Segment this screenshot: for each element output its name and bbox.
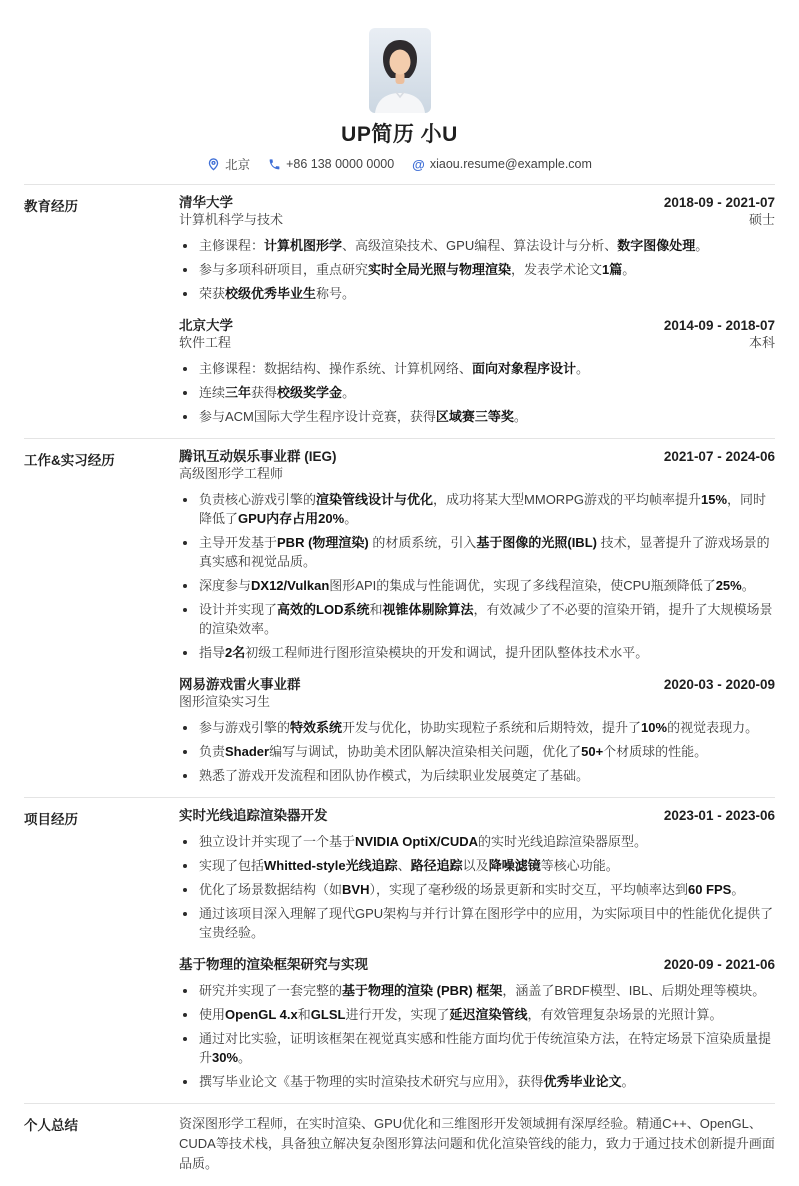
project-entry xyxy=(179,807,775,942)
bullet-item: 设计并实现了高效的LOD系统和视锥体剔除算法，有效减少了不必要的渲染开销，提升了大规模场景的渲染效率。 xyxy=(179,600,775,638)
bullet-item: 研究并实现了一套完整的基于物理的渲染 (PBR) 框架，涵盖了BRDF模型、IBL、后期处理等模块。 xyxy=(179,981,775,1000)
resume-header xyxy=(24,0,775,184)
bullet-item: 通过该项目深入理解了现代GPU架构与并行计算在图形学中的应用，为实际项目中的性能优化提供了宝贵经验。 xyxy=(179,904,775,942)
bullet-item: 使用OpenGL 4.x和GLSL进行开发，实现了延迟渲染管线，有效管理复杂场景的光照计算。 xyxy=(179,1005,775,1024)
date-range: 2020-09 - 2021-06 xyxy=(663,957,775,972)
company-name: 网易游戏雷火事业群 xyxy=(179,677,301,692)
contact-location xyxy=(207,155,250,173)
education-entry xyxy=(179,317,775,426)
bullet-item: 主修课程：计算机图形学、高级渲染技术、GPU编程、算法设计与分析、数字图像处理。 xyxy=(179,236,775,255)
major: 计算机科学与技术 xyxy=(179,212,284,227)
bullet-item: 负责Shader编写与调试，协助美术团队解决渲染相关问题，优化了50+个材质球的性能。 xyxy=(179,742,775,761)
bullet-list xyxy=(179,359,775,426)
contact-row xyxy=(24,155,775,184)
date-range: 2020-03 - 2020-09 xyxy=(663,677,775,692)
bullet-list xyxy=(179,718,775,785)
section-projects xyxy=(24,797,775,1103)
bullet-item: 连续三年获得校级奖学金。 xyxy=(179,383,775,402)
section-education xyxy=(24,184,775,438)
bullet-list xyxy=(179,236,775,303)
section-title-work: 工作&实习经历 xyxy=(24,453,115,468)
bullet-item: 撰写毕业论文《基于物理的实时渲染技术研究与应用》，获得优秀毕业论文。 xyxy=(179,1072,775,1091)
date-range: 2014-09 - 2018-07 xyxy=(663,318,775,333)
bullet-item: 通过对比实验，证明该框架在视觉真实感和性能方面均优于传统渲染方法，在特定场景下渲染质量提升30%。 xyxy=(179,1029,775,1067)
work-entry xyxy=(179,448,775,662)
section-summary xyxy=(24,1103,775,1186)
bullet-item: 深度参与DX12/Vulkan图形API的集成与性能调优，实现了多线程渲染，使CPU瓶颈降低了25%。 xyxy=(179,576,775,595)
summary-text: 资深图形学工程师，在实时渲染、GPU优化和三维图形开发领域拥有深厚经验。精通C++、OpenGL、CUDA等技术栈，具备独立解决复杂图形算法问题和优化渲染管线的能力，致力于通过技术创新提升画面品质。 xyxy=(179,1116,775,1171)
bullet-item: 主导开发基于PBR (物理渲染) 的材质系统，引入基于图像的光照(IBL) 技术，显著提升了游戏场景的真实感和视觉品质。 xyxy=(179,533,775,571)
at-icon: @ xyxy=(412,156,425,172)
bullet-item: 优化了场景数据结构（如BVH），实现了毫秒级的场景更新和实时交互，平均帧率达到60 FPS。 xyxy=(179,880,775,899)
bullet-item: 参与多项科研项目，重点研究实时全局光照与物理渲染，发表学术论文1篇。 xyxy=(179,260,775,279)
bullet-item: 指导2名初级工程师进行图形渲染模块的开发和调试，提升团队整体技术水平。 xyxy=(179,643,775,662)
bullet-item: 独立设计并实现了一个基于NVIDIA OptiX/CUDA的实时光线追踪渲染器原型。 xyxy=(179,832,775,851)
degree: 硕士 xyxy=(748,212,775,227)
degree: 本科 xyxy=(748,335,775,350)
school-name: 清华大学 xyxy=(179,195,233,210)
bullet-item: 参与ACM国际大学生程序设计竞赛，获得区域赛三等奖。 xyxy=(179,407,775,426)
contact-phone xyxy=(268,157,394,171)
major: 软件工程 xyxy=(179,335,232,350)
section-work xyxy=(24,438,775,797)
bullet-item: 参与游戏引擎的特效系统开发与优化，协助实现粒子系统和后期特效，提升了10%的视觉表现力。 xyxy=(179,718,775,737)
bullet-list xyxy=(179,981,775,1091)
email-text: xiaou.resume@example.com xyxy=(429,157,592,171)
profile-photo-image xyxy=(369,28,431,113)
candidate-name: UP简历 小U xyxy=(341,123,458,146)
project-name: 实时光线追踪渲染器开发 xyxy=(179,808,328,823)
bullet-list xyxy=(179,490,775,662)
section-title-summary: 个人总结 xyxy=(24,1118,78,1133)
date-range: 2021-07 - 2024-06 xyxy=(663,449,775,464)
job-title: 高级图形学工程师 xyxy=(179,466,284,481)
project-name: 基于物理的渲染框架研究与实现 xyxy=(179,957,368,972)
date-range: 2023-01 - 2023-06 xyxy=(663,808,775,823)
company-name: 腾讯互动娱乐事业群 (IEG) xyxy=(179,449,337,464)
date-range: 2018-09 - 2021-07 xyxy=(663,195,775,210)
location-pin-icon xyxy=(207,158,220,171)
project-entry xyxy=(179,956,775,1091)
bullet-list xyxy=(179,832,775,942)
section-title-education: 教育经历 xyxy=(24,199,78,214)
bullet-item: 负责核心游戏引擎的渲染管线设计与优化，成功将某大型MMORPG游戏的平均帧率提升15%，同时降低了GPU内存占用20%。 xyxy=(179,490,775,528)
section-title-projects: 项目经历 xyxy=(24,812,78,827)
bullet-item: 主修课程：数据结构、操作系统、计算机网络、面向对象程序设计。 xyxy=(179,359,775,378)
bullet-item: 实现了包括Whitted-style光线追踪、路径追踪以及降噪滤镜等核心功能。 xyxy=(179,856,775,875)
profile-photo xyxy=(369,28,431,113)
phone-icon xyxy=(268,158,281,171)
education-entry xyxy=(179,194,775,303)
school-name: 北京大学 xyxy=(179,318,233,333)
bullet-item: 熟悉了游戏开发流程和团队协作模式，为后续职业发展奠定了基础。 xyxy=(179,766,775,785)
bullet-item: 荣获校级优秀毕业生称号。 xyxy=(179,284,775,303)
phone-text: +86 138 0000 0000 xyxy=(286,157,395,171)
contact-email xyxy=(412,157,592,171)
location-text: 北京 xyxy=(225,158,251,172)
job-title: 图形渲染实习生 xyxy=(179,694,271,709)
work-entry xyxy=(179,676,775,785)
